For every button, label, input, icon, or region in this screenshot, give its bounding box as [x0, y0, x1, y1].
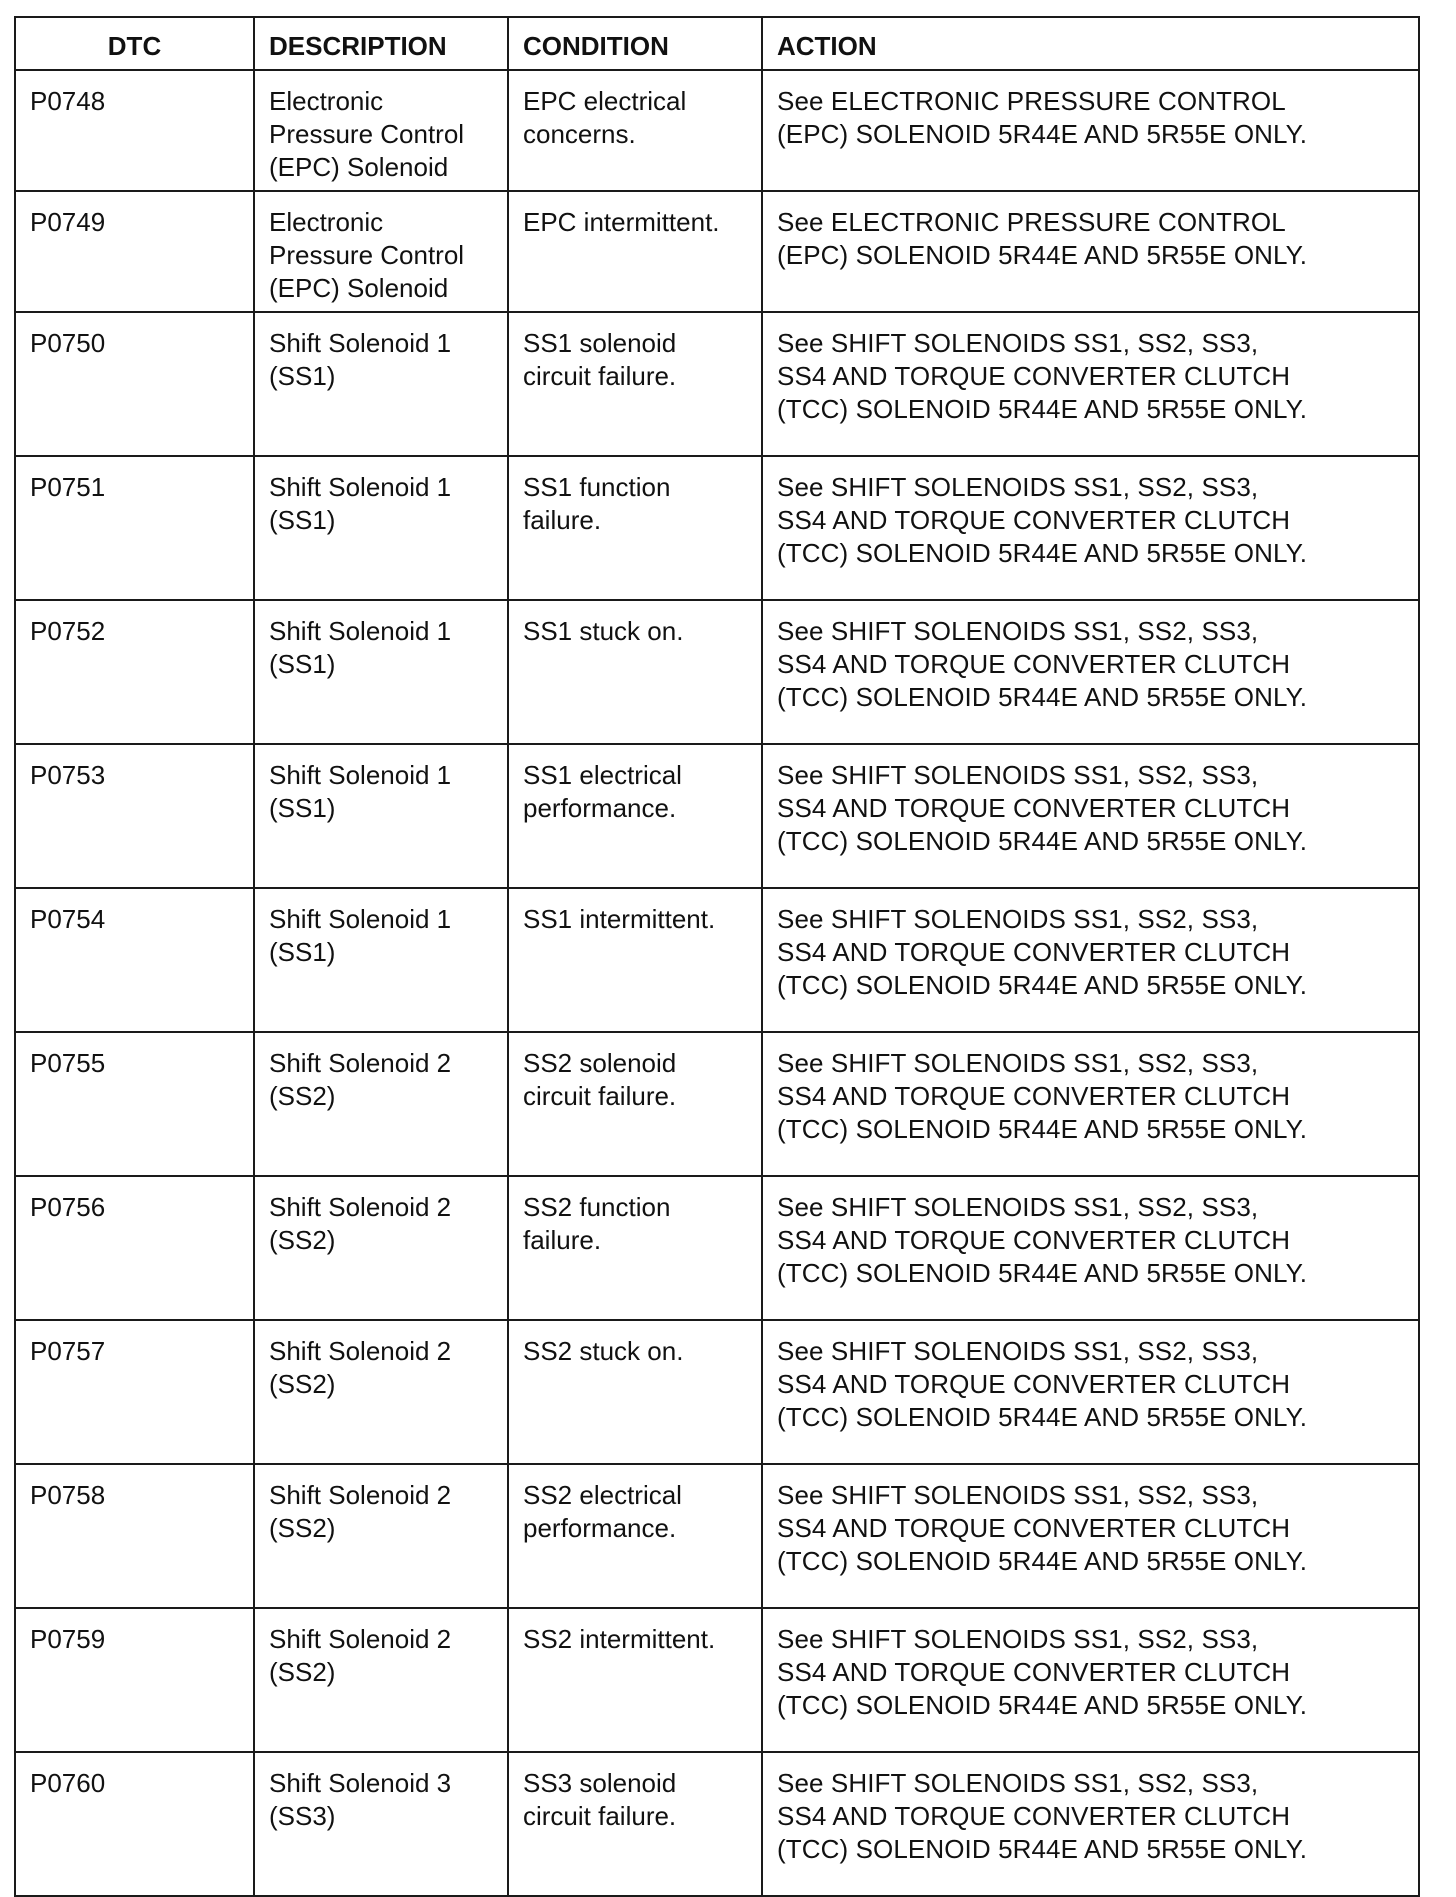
cell-condition — [508, 70, 762, 191]
cell-dtc — [15, 312, 254, 456]
cell-dtc — [15, 1608, 254, 1752]
cell-action-text: See SHIFT SOLENOIDS SS1, SS2, SS3, SS4 AND TORQUE CONVERTER CLUTCH (TCC) SOLENOID 5R44E AND 5R55E ONLY. — [777, 1480, 1308, 1576]
cell-action-text: See SHIFT SOLENOIDS SS1, SS2, SS3, SS4 AND TORQUE CONVERTER CLUTCH (TCC) SOLENOID 5R44E AND 5R55E ONLY. — [777, 1048, 1308, 1144]
cell-action-text: See SHIFT SOLENOIDS SS1, SS2, SS3, SS4 AND TORQUE CONVERTER CLUTCH (TCC) SOLENOID 5R44E AND 5R55E ONLY. — [777, 1624, 1308, 1720]
cell-dtc-text: P0754 — [30, 904, 106, 934]
cell-description-text: Shift Solenoid 1 (SS1) — [269, 904, 452, 967]
cell-action — [762, 600, 1419, 744]
cell-condition-text: SS1 intermittent. — [523, 904, 716, 934]
cell-action — [762, 1176, 1419, 1320]
cell-dtc-text: P0756 — [30, 1192, 106, 1222]
cell-description — [254, 1752, 508, 1896]
cell-description-text: Electronic Pressure Control (EPC) Solenoid — [269, 86, 465, 182]
table-row — [15, 1176, 1419, 1320]
cell-description — [254, 70, 508, 191]
cell-dtc-text: P0750 — [30, 328, 106, 358]
cell-condition — [508, 1752, 762, 1896]
cell-description-text: Shift Solenoid 2 (SS2) — [269, 1480, 452, 1543]
cell-condition — [508, 1320, 762, 1464]
cell-description — [254, 1032, 508, 1176]
cell-description — [254, 1320, 508, 1464]
cell-action-text: See SHIFT SOLENOIDS SS1, SS2, SS3, SS4 AND TORQUE CONVERTER CLUTCH (TCC) SOLENOID 5R44E AND 5R55E ONLY. — [777, 616, 1308, 712]
cell-action — [762, 191, 1419, 312]
cell-description-text: Shift Solenoid 2 (SS2) — [269, 1048, 452, 1111]
cell-dtc — [15, 888, 254, 1032]
cell-dtc-text: P0760 — [30, 1768, 106, 1798]
cell-action-text: See SHIFT SOLENOIDS SS1, SS2, SS3, SS4 AND TORQUE CONVERTER CLUTCH (TCC) SOLENOID 5R44E AND 5R55E ONLY. — [777, 1768, 1308, 1864]
cell-description — [254, 312, 508, 456]
cell-action-text: See SHIFT SOLENOIDS SS1, SS2, SS3, SS4 AND TORQUE CONVERTER CLUTCH (TCC) SOLENOID 5R44E AND 5R55E ONLY. — [777, 1192, 1308, 1288]
header-description: DESCRIPTION — [254, 17, 508, 70]
cell-dtc — [15, 191, 254, 312]
cell-dtc — [15, 600, 254, 744]
cell-action-text: See SHIFT SOLENOIDS SS1, SS2, SS3, SS4 AND TORQUE CONVERTER CLUTCH (TCC) SOLENOID 5R44E AND 5R55E ONLY. — [777, 328, 1308, 424]
cell-action — [762, 70, 1419, 191]
cell-description — [254, 744, 508, 888]
cell-dtc-text: P0749 — [30, 207, 106, 237]
cell-dtc-text: P0748 — [30, 86, 106, 116]
cell-action-text: See SHIFT SOLENOIDS SS1, SS2, SS3, SS4 AND TORQUE CONVERTER CLUTCH (TCC) SOLENOID 5R44E AND 5R55E ONLY. — [777, 472, 1308, 568]
header-dtc: DTC — [15, 17, 254, 70]
cell-description-text: Electronic Pressure Control (EPC) Solenoid — [269, 207, 465, 303]
cell-dtc — [15, 70, 254, 191]
cell-description-text: Shift Solenoid 1 (SS1) — [269, 760, 452, 823]
cell-dtc — [15, 1464, 254, 1608]
cell-dtc — [15, 456, 254, 600]
cell-condition-text: EPC intermittent. — [523, 207, 720, 237]
cell-condition — [508, 1032, 762, 1176]
cell-action-text: See SHIFT SOLENOIDS SS1, SS2, SS3, SS4 AND TORQUE CONVERTER CLUTCH (TCC) SOLENOID 5R44E AND 5R55E ONLY. — [777, 760, 1308, 856]
cell-action — [762, 456, 1419, 600]
cell-condition — [508, 312, 762, 456]
cell-condition — [508, 888, 762, 1032]
header-condition: CONDITION — [508, 17, 762, 70]
cell-action — [762, 312, 1419, 456]
cell-dtc — [15, 1752, 254, 1896]
cell-description-text: Shift Solenoid 2 (SS2) — [269, 1624, 452, 1687]
cell-condition-text: SS1 solenoid circuit failure. — [523, 328, 677, 391]
cell-description-text: Shift Solenoid 3 (SS3) — [269, 1768, 452, 1831]
cell-condition-text: SS1 electrical performance. — [523, 760, 682, 823]
cell-description — [254, 456, 508, 600]
cell-dtc-text: P0755 — [30, 1048, 106, 1078]
cell-condition — [508, 1176, 762, 1320]
cell-dtc — [15, 744, 254, 888]
cell-condition-text: SS2 solenoid circuit failure. — [523, 1048, 677, 1111]
table-row — [15, 1752, 1419, 1896]
table-row — [15, 70, 1419, 191]
table-row — [15, 888, 1419, 1032]
cell-description — [254, 1176, 508, 1320]
cell-action — [762, 744, 1419, 888]
table-row — [15, 456, 1419, 600]
cell-condition-text: SS2 electrical performance. — [523, 1480, 682, 1543]
cell-dtc — [15, 1320, 254, 1464]
cell-condition — [508, 744, 762, 888]
table-row — [15, 191, 1419, 312]
dtc-table — [14, 16, 1420, 1897]
cell-condition-text: EPC electrical concerns. — [523, 86, 687, 149]
cell-action — [762, 1320, 1419, 1464]
cell-description-text: Shift Solenoid 2 (SS2) — [269, 1336, 452, 1399]
cell-dtc-text: P0751 — [30, 472, 106, 502]
cell-dtc-text: P0757 — [30, 1336, 106, 1366]
table-row — [15, 312, 1419, 456]
cell-description — [254, 888, 508, 1032]
table-row — [15, 600, 1419, 744]
cell-dtc-text: P0759 — [30, 1624, 106, 1654]
table-header — [15, 17, 1419, 70]
cell-action-text: See ELECTRONIC PRESSURE CONTROL (EPC) SOLENOID 5R44E AND 5R55E ONLY. — [777, 207, 1308, 270]
cell-description — [254, 191, 508, 312]
table-row — [15, 1608, 1419, 1752]
cell-description-text: Shift Solenoid 1 (SS1) — [269, 328, 452, 391]
table-row — [15, 1320, 1419, 1464]
cell-action — [762, 1032, 1419, 1176]
cell-action-text: See SHIFT SOLENOIDS SS1, SS2, SS3, SS4 AND TORQUE CONVERTER CLUTCH (TCC) SOLENOID 5R44E AND 5R55E ONLY. — [777, 1336, 1308, 1432]
cell-condition — [508, 1608, 762, 1752]
table-body — [15, 70, 1419, 1896]
cell-condition — [508, 600, 762, 744]
cell-description — [254, 1608, 508, 1752]
cell-action — [762, 888, 1419, 1032]
cell-action-text: See SHIFT SOLENOIDS SS1, SS2, SS3, SS4 AND TORQUE CONVERTER CLUTCH (TCC) SOLENOID 5R44E AND 5R55E ONLY. — [777, 904, 1308, 1000]
header-action: ACTION — [762, 17, 1419, 70]
cell-condition-text: SS2 stuck on. — [523, 1336, 684, 1366]
cell-description-text: Shift Solenoid 1 (SS1) — [269, 472, 452, 535]
cell-condition-text: SS2 function failure. — [523, 1192, 671, 1255]
cell-action — [762, 1608, 1419, 1752]
cell-description-text: Shift Solenoid 1 (SS1) — [269, 616, 452, 679]
table-row — [15, 1464, 1419, 1608]
cell-dtc — [15, 1176, 254, 1320]
table-row — [15, 1032, 1419, 1176]
header-row — [15, 17, 1419, 70]
cell-description — [254, 600, 508, 744]
cell-dtc-text: P0753 — [30, 760, 106, 790]
cell-condition-text: SS1 stuck on. — [523, 616, 684, 646]
cell-action-text: See ELECTRONIC PRESSURE CONTROL (EPC) SOLENOID 5R44E AND 5R55E ONLY. — [777, 86, 1308, 149]
cell-description-text: Shift Solenoid 2 (SS2) — [269, 1192, 452, 1255]
cell-condition — [508, 456, 762, 600]
cell-action — [762, 1464, 1419, 1608]
cell-dtc — [15, 1032, 254, 1176]
cell-dtc-text: P0752 — [30, 616, 106, 646]
cell-condition-text: SS1 function failure. — [523, 472, 671, 535]
cell-condition — [508, 1464, 762, 1608]
cell-dtc-text: P0758 — [30, 1480, 106, 1510]
cell-description — [254, 1464, 508, 1608]
table-row — [15, 744, 1419, 888]
cell-action — [762, 1752, 1419, 1896]
cell-condition-text: SS3 solenoid circuit failure. — [523, 1768, 677, 1831]
cell-condition-text: SS2 intermittent. — [523, 1624, 716, 1654]
cell-condition — [508, 191, 762, 312]
